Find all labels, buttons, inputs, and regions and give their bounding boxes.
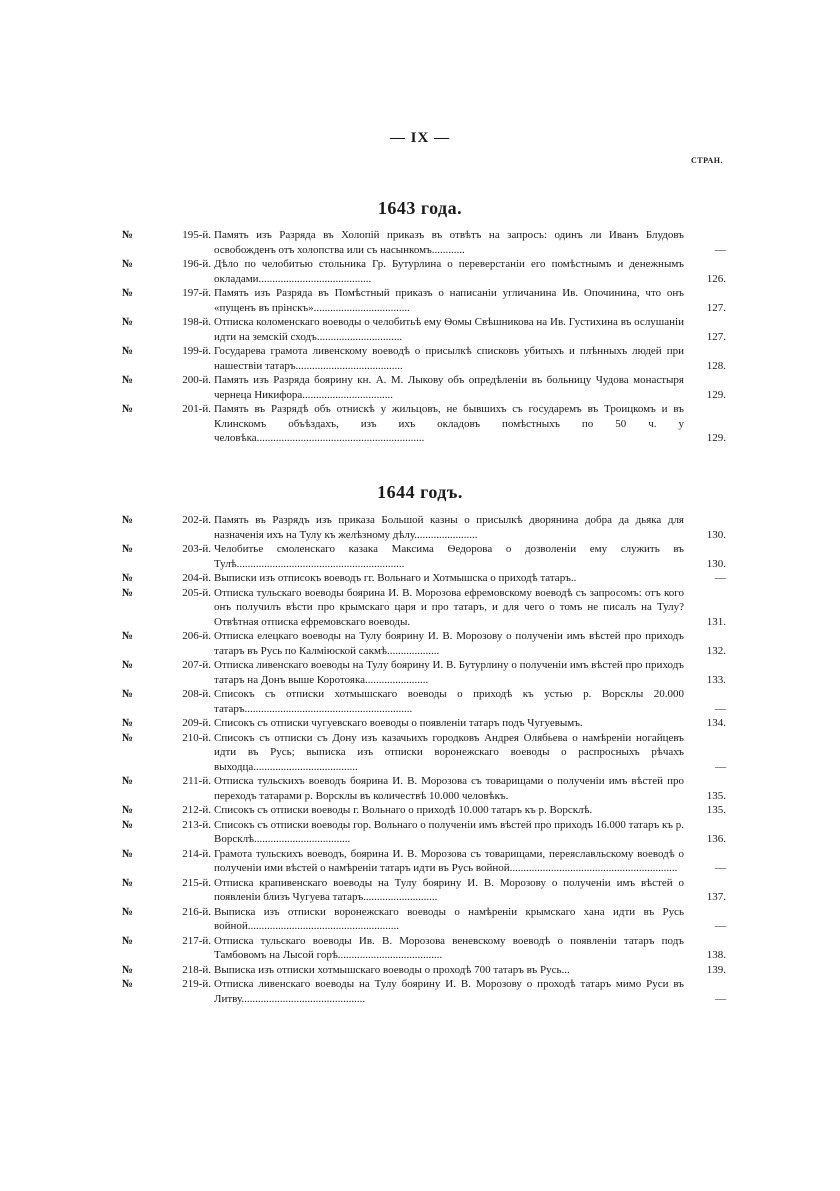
entry-description: Челобитье смоленскаго казака Максима Ѳедорова о дозволеніи ему служить въ Тулѣ.............................................................: [214, 543, 684, 570]
entry-description: Отписка елецкаго воеводы на Тулу боярину И. В. Морозову о полученіи имъ вѣстей про приходъ татаръ въ Русь по Калміюской сакмѣ...................: [214, 630, 684, 657]
entry-description: Выписки изъ отписокъ воеводъ гг. Вольнаго и Хотмышска о приходѣ татаръ..: [214, 572, 577, 584]
toc-entry: [122, 934, 726, 963]
toc-entry: [122, 847, 726, 876]
entry-number-sign: №: [122, 659, 134, 671]
entry-page-ref: —: [715, 920, 726, 932]
entry-number: 214-й.: [182, 847, 211, 860]
toc-entry: [122, 803, 726, 818]
entry-number: 196-й.: [182, 258, 211, 270]
entry-description: Списокъ съ отписки чугуевскаго воеводы о появленіи татаръ подъ Чугуевымъ.: [214, 717, 583, 729]
entry-page-ref: 127.: [706, 330, 726, 343]
entry-number: 201-й.: [182, 403, 211, 415]
toc-entry: [122, 629, 726, 658]
entry-number-sign: №: [122, 963, 134, 976]
entry-number-sign: №: [122, 978, 134, 990]
entries-1643: [122, 228, 726, 446]
entry-number: 213-й.: [182, 818, 211, 831]
entry-number: 215-й.: [182, 876, 211, 889]
entry-description: Списокъ съ отписки съ Дону изъ казачьихъ городковъ Андрея Олябьева о намѣреніи ногайцевъ идти въ Русь; выписка изъ отписки воронежскаго воеводы о распросныхъ рѣчахъ выходца......................................: [214, 731, 684, 773]
entry-number: 211-й.: [182, 775, 211, 787]
entry-number-sign: №: [122, 374, 134, 386]
entry-number: 197-й.: [182, 287, 211, 299]
entry-number: 210-й.: [182, 731, 211, 744]
entry-page-ref: 130.: [706, 528, 726, 541]
toc-entry: [122, 818, 726, 847]
toc-entry: [122, 228, 726, 257]
toc-entry: [122, 344, 726, 373]
toc-entry: [122, 905, 726, 934]
entry-number: 217-й.: [182, 934, 211, 947]
entry-description: Отписка крапивенскаго воеводы на Тулу боярину И. В. Морозову о полученіи имъ вѣстей о появленіи близъ Чугуева татаръ...........................: [214, 876, 684, 903]
entry-description: Отписка ливенскаго воеводы на Тулу боярину И. В. Бутурлину о полученіи имъ вѣстей про приходъ татаръ на Донъ выше Коротояка.......................: [214, 659, 684, 686]
entry-page-ref: 135.: [706, 804, 726, 816]
toc-entry: [122, 716, 726, 731]
entry-page-ref: 138.: [706, 949, 726, 961]
entry-number: 203-й.: [182, 543, 211, 555]
entry-number: 219-й.: [182, 978, 211, 990]
entry-page-ref: 130.: [706, 557, 726, 570]
entry-number: 205-й.: [182, 586, 211, 599]
entry-number-sign: №: [122, 630, 134, 642]
entry-number-sign: №: [122, 258, 134, 270]
entry-number: 216-й.: [182, 905, 211, 918]
toc-entry: [122, 513, 726, 542]
entry-description: Отписка тульскихъ воеводъ боярина И. В. Морозова съ товарищами о полученіи имъ вѣстей про переходъ татарами р. Ворсклы въ количествѣ 10.000 человѣкъ.: [214, 775, 684, 802]
entry-description: Дѣло по челобитью стольника Гр. Бутурлина о переверстаніи его помѣстнымъ и денежнымъ окладами.........................................: [214, 258, 684, 285]
entry-number: 206-й.: [182, 630, 211, 642]
year-heading-1643: 1643 года.: [377, 198, 463, 218]
entry-description: Списокъ съ отписки воеводы гор. Вольнаго о полученіи имъ вѣстей про приходъ 16.000 татаръ къ р. Ворсклѣ...................................: [214, 818, 684, 845]
entry-number: 207-й.: [182, 659, 211, 671]
page-column-header: СТРАН.: [691, 156, 723, 165]
entry-number-sign: №: [122, 905, 134, 918]
entry-page-ref: 132.: [706, 644, 726, 657]
entry-page-ref: 127.: [706, 301, 726, 314]
entry-number-sign: №: [122, 572, 134, 584]
entry-description: Списокъ съ отписки воеводы г. Вольнаго о приходѣ 10.000 татаръ къ р. Ворсклѣ.: [214, 804, 593, 816]
entry-number-sign: №: [122, 934, 134, 947]
entry-number-sign: №: [122, 717, 134, 729]
toc-entry: [122, 542, 726, 571]
entry-number-sign: №: [122, 847, 134, 860]
entry-page-ref: —: [715, 702, 726, 715]
entry-number: 208-й.: [182, 688, 211, 700]
entry-page-ref: 126.: [706, 272, 726, 285]
entry-page-ref: 137.: [706, 891, 726, 903]
entry-number-sign: №: [122, 514, 134, 526]
entry-number-sign: №: [122, 688, 134, 700]
toc-entry: [122, 571, 726, 586]
entry-page-ref: —: [715, 572, 726, 584]
toc-entry: [122, 586, 726, 630]
entry-number-sign: №: [122, 543, 134, 555]
entry-number-sign: №: [122, 731, 134, 744]
entry-number-sign: №: [122, 804, 134, 816]
toc-entry: [122, 373, 726, 402]
toc-entry: [122, 731, 726, 775]
entry-description: Государева грамота ливенскому воеводѣ о присылкѣ списковъ убитыхъ и плѣнныхъ людей при нашествіи татаръ.......................................: [214, 345, 684, 372]
entry-number: 202-й.: [182, 514, 211, 526]
entry-description: Память изъ Разряда въ Холопій приказъ въ отвѣтъ на запросъ: одинъ ли Иванъ Блудовъ освобожденъ отъ холопства или съ насынкомъ............: [214, 229, 684, 256]
entry-description: Отписка тульскаго воеводы Ив. В. Морозова веневскому воеводѣ о появленіи татаръ подъ Тамбовомъ на Лысой горѣ......................................: [214, 934, 684, 961]
toc-entry: [122, 315, 726, 344]
toc-entry: [122, 977, 726, 1006]
entry-description: Память въ Разрядъ изъ приказа Большой казны о присылкѣ дворянина добра да дьяка для назначенія ихъ на Тулу къ желѣзному дѣлу.......................: [214, 514, 684, 541]
toc-entry: [122, 402, 726, 446]
entry-number-sign: №: [122, 316, 134, 328]
entry-number-sign: №: [122, 287, 134, 299]
entry-page-ref: 139.: [706, 963, 726, 976]
entry-description: Память изъ Разряда боярину кн. А. М. Лыкову объ опредѣленіи въ больницу Чудова монастыря чернеца Никифора.................................: [214, 374, 684, 401]
entry-description: Отписка тульскаго воеводы боярина И. В. Морозова ефремовскому воеводѣ съ запросомъ: отъ кого онъ получилъ вѣсти про крымскаго царя и про татаръ, и для чего о томъ не писалъ на Тулу? Отвѣтная отписка ефремовскаго воеводы.: [214, 586, 684, 628]
toc-entry: [122, 963, 726, 978]
toc-entry: [122, 257, 726, 286]
entry-description: Выписка изъ отписки хотмышскаго воеводы о проходѣ 700 татаръ въ Русь...: [214, 963, 570, 976]
entry-number: 199-й.: [182, 345, 211, 357]
entry-description: Списокъ съ отписки хотмышскаго воеводы о приходѣ къ устью р. Ворсклы 20.000 татаръ.............................................................: [214, 688, 684, 715]
entry-page-ref: 136.: [706, 833, 726, 845]
toc-entry: [122, 774, 726, 803]
entry-number: 209-й.: [182, 717, 211, 729]
toc-entry: [122, 876, 726, 905]
entry-description: Отписка коломенскаго воеводы о челобитьѣ ему Ѳомы Свѣшникова на Ив. Густихина въ ослушаніи идти на земскій сходъ...............................: [214, 316, 684, 343]
entries-1644: [122, 513, 726, 1006]
entry-page-ref: —: [715, 760, 726, 773]
toc-entry: [122, 687, 726, 716]
entry-number-sign: №: [122, 818, 134, 831]
entry-number: 204-й.: [182, 572, 211, 584]
toc-entry: [122, 286, 726, 315]
entry-number-sign: №: [122, 229, 134, 241]
entry-number: 198-й.: [182, 316, 211, 328]
entry-description: Выписка изъ отписки воронежскаго воеводы о намѣреніи крымскаго хана идти въ Русь войной.......................................................: [214, 905, 684, 932]
entry-number-sign: №: [122, 586, 134, 599]
entry-number: 212-й.: [182, 804, 211, 816]
entry-description: Память въ Разрядѣ объ отнискѣ у жильцовъ, не бывшихъ съ государемъ въ Троицкомъ и въ Клинскомъ объѣздахъ, изъ ихъ окладовъ помѣстныхъ по 50 ч. у человѣка.............................................................: [214, 403, 684, 444]
entry-description: Грамота тульскихъ воеводъ, боярина И. В. Морозова съ товарищами, переяславльскому воеводѣ о полученіи ими вѣстей о намѣреніи татаръ идти въ Русь войной.............................................................: [214, 847, 684, 874]
year-heading-1644: 1644 годъ.: [377, 482, 463, 502]
entry-page-ref: 135.: [706, 789, 726, 802]
entry-number: 200-й.: [182, 374, 211, 386]
page-number: — IX —: [389, 130, 451, 146]
entry-page-ref: —: [715, 862, 726, 874]
entry-page-ref: 129.: [706, 432, 726, 444]
entry-number-sign: №: [122, 876, 134, 889]
entry-page-ref: —: [715, 243, 726, 256]
entry-page-ref: 133.: [706, 673, 726, 686]
toc-entry: [122, 658, 726, 687]
entry-page-ref: 131.: [706, 615, 726, 628]
entry-description: Отписка ливенскаго воеводы на Тулу боярину И. В. Морозову о проходѣ татаръ мимо Руси въ Литву.............................................: [214, 978, 684, 1005]
entry-number-sign: №: [122, 775, 134, 787]
entry-page-ref: —: [715, 992, 726, 1005]
entry-number-sign: №: [122, 345, 134, 357]
entry-number: 218-й.: [182, 963, 211, 976]
entry-page-ref: 134.: [706, 717, 726, 729]
entry-description: Память изъ Разряда въ Помѣстный приказъ о написаніи угличанина Ив. Опочинина, что онъ «пущенъ въ прінскъ»...................................: [214, 287, 684, 314]
entry-number: 195-й.: [182, 229, 211, 241]
entry-number-sign: №: [122, 403, 134, 415]
entry-page-ref: 129.: [706, 388, 726, 401]
entry-page-ref: 128.: [706, 359, 726, 372]
